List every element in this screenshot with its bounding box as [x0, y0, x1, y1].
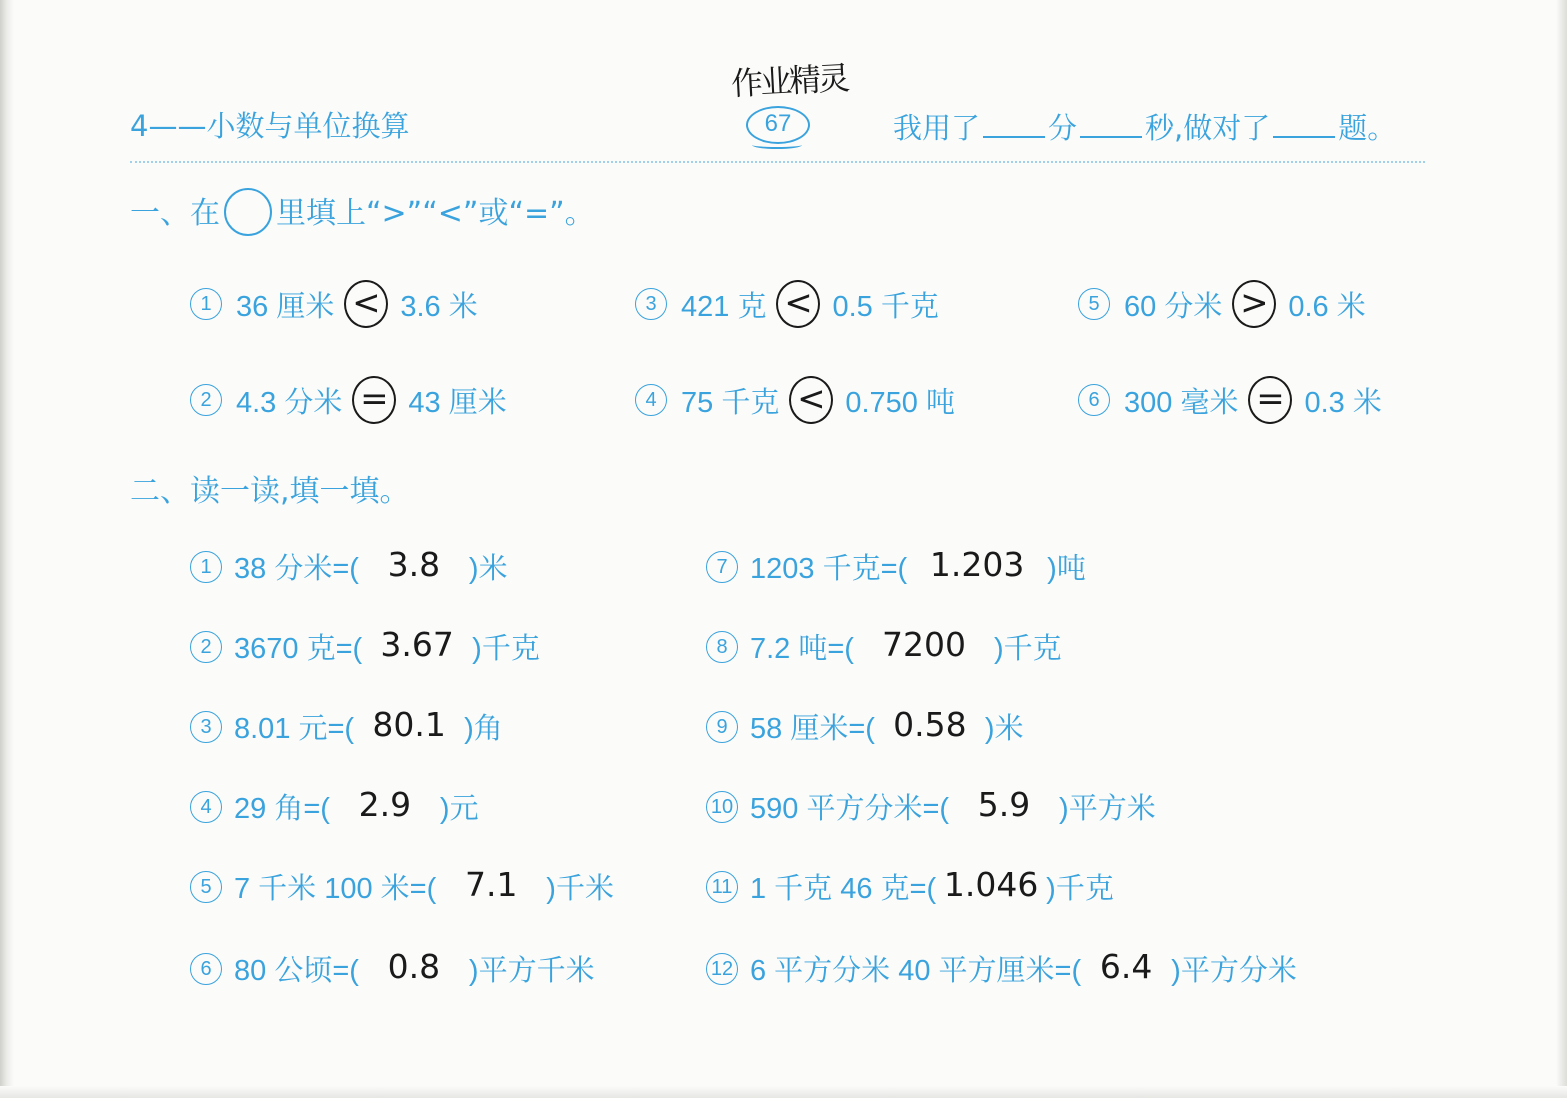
comparison-left: 421 克: [681, 290, 767, 323]
seconds-blank[interactable]: [1080, 134, 1142, 138]
fill-answer[interactable]: 1.046: [943, 865, 1039, 904]
fill-prefix: 29 角=(: [234, 793, 330, 825]
fill-answer[interactable]: 3.67: [380, 625, 454, 664]
section1-title-prefix: 一、在: [130, 196, 220, 231]
worksheet-title: 4——小数与单位换算: [130, 109, 410, 143]
item-number-icon: 11: [706, 871, 738, 903]
handwritten-brand: 作业精灵: [730, 58, 849, 104]
comparison-answer-circle[interactable]: =: [352, 376, 396, 424]
fill-prefix: 38 分米=(: [234, 553, 359, 585]
fill-suffix: )平方米: [1059, 793, 1156, 825]
fill-item: [706, 626, 1062, 667]
minutes-blank[interactable]: [983, 134, 1045, 138]
fill-prefix: 7.2 吨=(: [750, 633, 854, 665]
fill-item: [706, 706, 1024, 747]
fill-prefix: 590 平方分米=(: [750, 793, 950, 825]
comparison-right: 0.3 米: [1304, 386, 1382, 419]
fill-answer[interactable]: 0.8: [387, 947, 441, 986]
item-number-icon: 2: [190, 384, 222, 416]
comparison-item: [635, 376, 955, 424]
section1-title-suffix: 里填上“>”“<”或“=”。: [276, 196, 595, 231]
fill-suffix: )千克: [1046, 873, 1114, 905]
item-number-icon: 10: [706, 791, 738, 823]
fill-answer[interactable]: 5.9: [977, 785, 1031, 824]
fill-answer[interactable]: 2.9: [358, 785, 412, 824]
item-number-icon: 7: [706, 551, 738, 583]
timer-text-2: 分: [1048, 111, 1078, 145]
comparison-answer-circle[interactable]: <: [776, 280, 820, 328]
circle-symbol-icon: [224, 188, 272, 236]
comparison-left: 36 厘米: [236, 290, 335, 323]
fill-answer[interactable]: 6.4: [1099, 947, 1153, 986]
header-divider: [130, 161, 1425, 163]
fill-suffix: )元: [439, 793, 479, 825]
item-number-icon: 6: [1078, 384, 1110, 416]
fill-suffix: )角: [464, 713, 503, 745]
item-number-icon: 5: [1078, 288, 1110, 320]
item-number-icon: 3: [190, 711, 222, 743]
item-number-icon: 5: [190, 871, 222, 903]
comparison-left: 75 千克: [681, 386, 780, 419]
item-number-icon: 2: [190, 631, 222, 663]
comparison-item: [190, 376, 507, 424]
item-number-icon: 4: [190, 791, 222, 823]
item-number-icon: 9: [706, 711, 738, 743]
page-edge-bottom: [0, 1086, 1567, 1098]
comparison-right: 43 厘米: [408, 386, 507, 419]
fill-answer[interactable]: 7.1: [465, 865, 518, 904]
page-number: 67: [764, 110, 792, 137]
comparison-right: 3.6 米: [400, 290, 478, 323]
timer-text-1: 我用了: [893, 111, 981, 145]
fill-answer[interactable]: 0.58: [893, 705, 967, 744]
page-edge-left: [0, 0, 14, 1098]
page-number-badge: [746, 106, 810, 144]
fill-prefix: 80 公顷=(: [234, 955, 359, 987]
fill-item: [190, 706, 503, 747]
fill-item: [706, 948, 1297, 989]
fill-prefix: 6 平方分米 40 平方厘米=(: [750, 955, 1082, 987]
fill-prefix: 1 千克 46 克=(: [750, 873, 937, 905]
item-number-icon: 1: [190, 551, 222, 583]
comparison-answer-circle[interactable]: =: [1248, 376, 1292, 424]
item-number-icon: 6: [190, 953, 222, 985]
fill-prefix: 58 厘米=(: [750, 713, 875, 745]
item-number-icon: 3: [635, 288, 667, 320]
comparison-right: 0.750 吨: [845, 386, 955, 419]
page-edge-right: [1556, 0, 1567, 1098]
item-number-icon: 1: [190, 288, 222, 320]
fill-suffix: )千克: [993, 633, 1062, 665]
page-number-swoosh: [752, 141, 802, 149]
fill-item: [706, 786, 1156, 827]
timer-text-3: 秒,做对了: [1145, 111, 1271, 145]
fill-suffix: )千克: [472, 633, 540, 665]
comparison-item: [635, 280, 939, 328]
comparison-right: 0.5 千克: [832, 290, 939, 323]
comparison-item: [190, 280, 478, 328]
comparison-item: [1078, 280, 1366, 328]
fill-item: [706, 866, 1114, 907]
item-number-icon: 12: [706, 953, 738, 985]
comparison-left: 4.3 分米: [236, 386, 343, 419]
item-number-icon: 8: [706, 631, 738, 663]
comparison-left: 300 毫米: [1124, 386, 1239, 419]
timer-text-4: 题。: [1338, 111, 1397, 145]
section1-title: [130, 188, 595, 236]
fill-item: [190, 626, 540, 667]
fill-suffix: )米: [984, 713, 1024, 745]
fill-prefix: 3670 克=(: [234, 633, 363, 665]
fill-item: [190, 948, 595, 989]
fill-item: [190, 786, 479, 827]
comparison-left: 60 分米: [1124, 290, 1223, 323]
fill-prefix: 7 千米 100 米=(: [234, 873, 437, 905]
fill-item: [706, 546, 1086, 587]
comparison-answer-circle[interactable]: <: [344, 280, 388, 328]
fill-suffix: )平方千米: [468, 955, 595, 987]
fill-prefix: 8.01 元=(: [234, 713, 355, 745]
correct-count-blank[interactable]: [1273, 134, 1335, 138]
fill-prefix: 1203 千克=(: [750, 553, 908, 585]
comparison-item: [1078, 376, 1382, 424]
fill-suffix: )吨: [1047, 553, 1086, 585]
timer-line: [893, 106, 1396, 147]
fill-answer[interactable]: 1.203: [929, 545, 1025, 584]
fill-item: [190, 866, 614, 907]
fill-answer[interactable]: 7200: [881, 625, 966, 664]
comparison-answer-circle[interactable]: >: [1232, 280, 1276, 328]
fill-answer[interactable]: 3.8: [387, 545, 441, 584]
comparison-answer-circle[interactable]: <: [789, 376, 833, 424]
fill-suffix: )平方分米: [1171, 955, 1297, 987]
item-number-icon: 4: [635, 384, 667, 416]
fill-answer[interactable]: 80.1: [372, 705, 446, 744]
section2-title: 二、读一读,填一填。: [130, 474, 410, 509]
fill-item: [190, 546, 508, 587]
fill-suffix: )千米: [546, 873, 614, 905]
fill-suffix: )米: [468, 553, 508, 585]
comparison-right: 0.6 米: [1288, 290, 1366, 323]
